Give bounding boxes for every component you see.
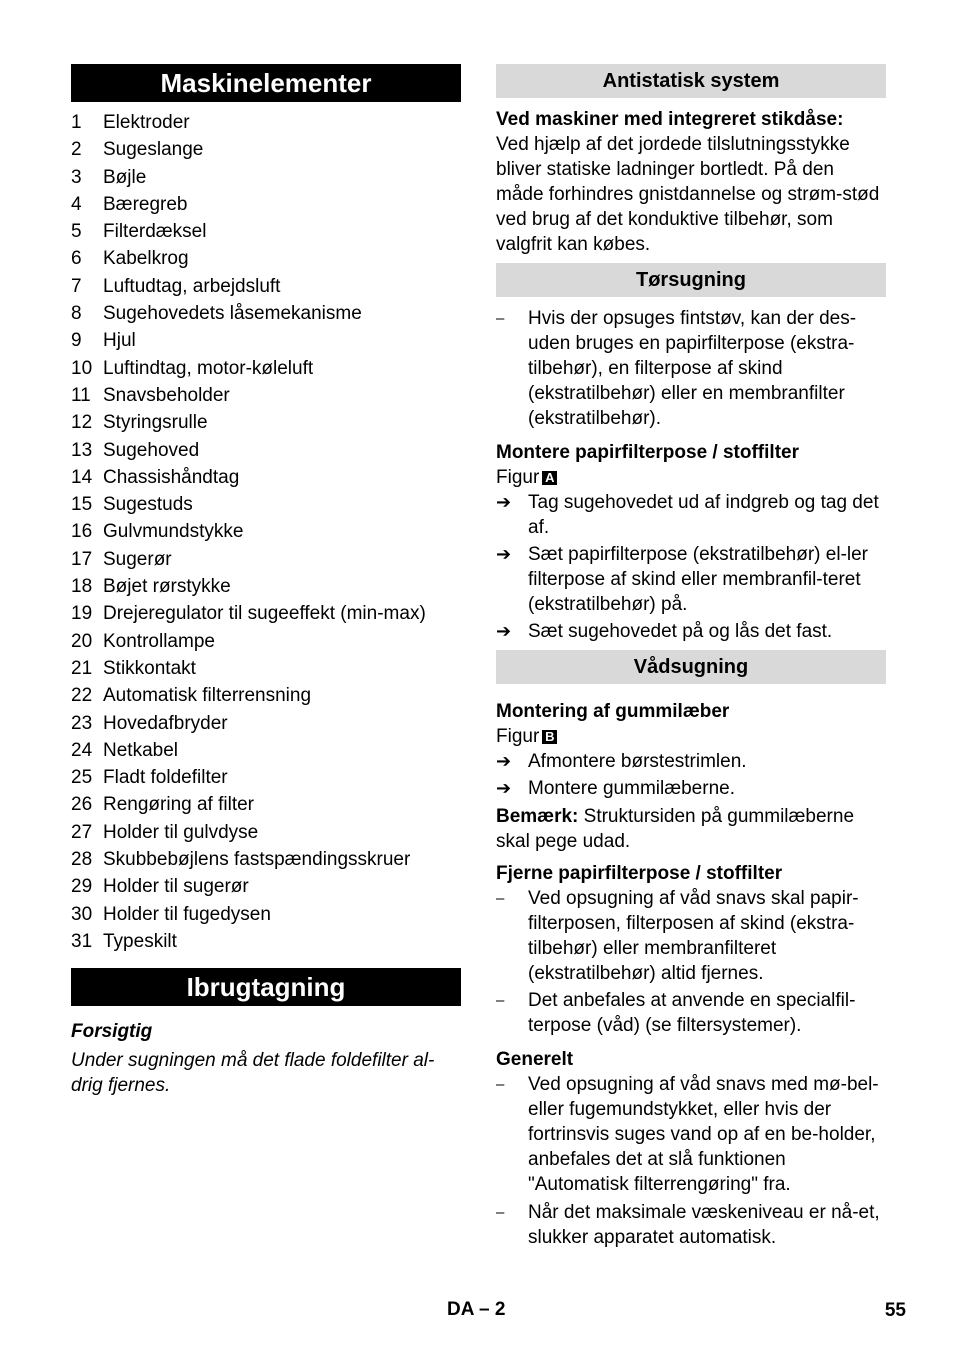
item-number: 9: [71, 330, 82, 352]
item-label: Sugestuds: [103, 494, 193, 516]
dry-dash-item: [496, 306, 886, 431]
list-item: [71, 164, 461, 191]
item-text: Det anbefales at anvende en specialfil-terpose (våd) (se filtersystemer).: [528, 990, 856, 1036]
item-label: Automatisk filterrensning: [103, 685, 312, 707]
item-label: Stikkontakt: [103, 657, 196, 679]
wet-subheading-general: Generelt: [496, 1049, 574, 1070]
figure-label: Figur: [496, 467, 540, 488]
figure-badge-a: A: [542, 471, 557, 485]
list-item: [71, 901, 461, 928]
item-number: 13: [71, 439, 93, 461]
note-text: Struktursiden på gummilæberne skal pege udad.: [496, 806, 855, 852]
footer-page-number: 55: [884, 1300, 906, 1321]
list-item: [71, 928, 461, 955]
item-number: 5: [71, 221, 82, 243]
item-number: 19: [71, 603, 93, 625]
list-item: [71, 136, 461, 163]
antistatic-lead: Ved maskiner med integreret stikdåse:: [496, 109, 844, 130]
footer-section-label: DA – 2: [447, 1299, 506, 1320]
item-label: Holder til gulvdyse: [103, 821, 259, 843]
item-label: Gulvmundstykke: [103, 521, 244, 543]
arrow-icon: ➔: [496, 751, 512, 771]
item-label: Sugerør: [103, 548, 172, 570]
item-number: 11: [71, 384, 91, 406]
wet-dashes-general: [496, 1072, 886, 1250]
list-item: [71, 819, 461, 846]
item-number: 29: [71, 876, 93, 898]
dash-item: [496, 1200, 886, 1250]
list-item: [71, 518, 461, 545]
step-item: [496, 776, 886, 801]
item-label: Snavsbeholder: [103, 384, 230, 406]
list-item: [71, 245, 461, 272]
item-label: Typeskilt: [103, 930, 177, 952]
item-label: Kontrollampe: [103, 630, 215, 652]
list-item: [71, 682, 461, 709]
item-label: Luftindtag, motor-køleluft: [103, 357, 314, 379]
item-number: 25: [71, 767, 93, 789]
list-item: [71, 327, 461, 354]
list-item: [71, 546, 461, 573]
item-label: Sugehoved: [103, 439, 200, 461]
item-number: 12: [71, 412, 93, 434]
dash-marker: –: [496, 890, 505, 907]
item-number: 14: [71, 466, 93, 488]
list-item: [71, 710, 461, 737]
item-text: Når det maksimale væskeniveau er nå-et, slukker apparatet automatisk.: [528, 1202, 880, 1248]
item-label: Hovedafbryder: [103, 712, 228, 734]
item-number: 1: [71, 112, 82, 133]
section-heading-wet-vacuuming: Vådsugning: [496, 650, 886, 684]
dash-item: [496, 886, 886, 986]
item-number: 6: [71, 248, 82, 270]
dry-dash-text: Hvis der opsuges fintstøv, kan der des-uden bruges en papirfilterpose (ekstra-tilbehør), en filterpose af skind (ekstratilbehør) eller en membranfilter (ekstratilbehør).: [528, 308, 857, 429]
dash-marker: –: [496, 992, 505, 1009]
item-text: Tag sugehovedet ud af indgreb og tag det af.: [528, 492, 879, 538]
list-item: [71, 191, 461, 218]
figure-label: Figur: [496, 726, 540, 747]
item-label: Bøjet rørstykke: [103, 576, 231, 598]
right-column: [496, 64, 886, 1250]
list-item: [71, 737, 461, 764]
list-item: [71, 791, 461, 818]
item-number: 30: [71, 903, 93, 925]
item-number: 2: [71, 139, 82, 161]
item-text: Sæt sugehovedet på og lås det fast.: [528, 621, 833, 642]
arrow-icon: ➔: [496, 492, 512, 512]
list-item: [71, 355, 461, 382]
caution-text: Under sugningen må det flade foldefilter al-drig fjernes.: [71, 1050, 435, 1097]
item-label: Luftudtag, arbejdsluft: [103, 275, 281, 297]
item-number: 23: [71, 712, 93, 734]
list-item: [71, 409, 461, 436]
item-number: 15: [71, 494, 93, 516]
item-text: Sæt papirfilterpose (ekstratilbehør) el-ler filterpose af skind eller membranfil-teret (ekstratilbehør) på.: [528, 544, 869, 615]
item-number: 4: [71, 193, 82, 215]
item-label: Drejeregulator til sugeeffekt (min-max): [103, 603, 426, 625]
figure-ref-a: [496, 465, 886, 490]
wet-subheading-remove-filter: Fjerne papirfilterpose / stoffilter: [496, 863, 783, 884]
item-number: 24: [71, 739, 93, 761]
arrow-icon: ➔: [496, 778, 512, 798]
item-label: Filterdæksel: [103, 221, 207, 243]
step-item: [496, 542, 886, 617]
list-item: [71, 300, 461, 327]
list-item: [71, 655, 461, 682]
parts-list: [71, 109, 461, 955]
item-label: Holder til sugerør: [103, 876, 249, 898]
left-column: [71, 64, 461, 1098]
note-label: Bemærk:: [496, 806, 579, 827]
figure-badge-b: B: [542, 730, 557, 744]
dash-marker: –: [496, 1076, 505, 1093]
list-item: [71, 464, 461, 491]
item-number: 27: [71, 821, 93, 843]
item-number: 22: [71, 685, 93, 707]
item-number: 16: [71, 521, 93, 543]
list-item: [71, 218, 461, 245]
item-label: Rengøring af filter: [103, 794, 255, 816]
note: [496, 804, 886, 854]
dash-marker: –: [496, 1204, 505, 1221]
item-number: 20: [71, 630, 93, 652]
item-label: Bøjle: [103, 166, 147, 188]
list-item: [71, 764, 461, 791]
item-label: Holder til fugedysen: [103, 903, 271, 925]
item-label: Sugeslange: [103, 139, 204, 161]
section-heading-dry-vacuuming: Tørsugning: [496, 263, 886, 297]
step-item: [496, 749, 886, 774]
item-number: 3: [71, 166, 82, 188]
caution-title: Forsigtig: [71, 1021, 153, 1043]
dry-subheading: Montere papirfilterpose / stoffilter: [496, 442, 799, 463]
arrow-icon: ➔: [496, 544, 512, 564]
item-number: 7: [71, 275, 82, 297]
item-number: 31: [71, 930, 93, 952]
list-item: [71, 437, 461, 464]
list-item: [71, 873, 461, 900]
dash-item: [496, 988, 886, 1038]
list-item: [71, 109, 461, 136]
item-text: Afmontere børstestrimlen.: [528, 751, 747, 772]
item-label: Hjul: [103, 330, 136, 352]
item-label: Bæregreb: [103, 193, 188, 215]
item-number: 8: [71, 303, 82, 325]
item-text: Ved opsugning af våd snavs skal papir-filterposen, filterposen af skind (ekstra-tilbehør) eller membranfilteret (ekstratilbehør) altid fjernes.: [528, 888, 859, 984]
step-item: [496, 490, 886, 540]
list-item: [71, 628, 461, 655]
item-label: Elektroder: [103, 112, 190, 133]
list-item: [71, 600, 461, 627]
item-number: 10: [71, 357, 93, 379]
list-item: [71, 573, 461, 600]
item-label: Kabelkrog: [103, 248, 189, 270]
item-number: 17: [71, 548, 93, 570]
item-number: 21: [71, 657, 93, 679]
item-number: 26: [71, 794, 93, 816]
item-label: Chassishåndtag: [103, 466, 240, 488]
wet-steps: [496, 749, 886, 801]
item-number: 28: [71, 849, 93, 871]
dry-steps: [496, 490, 886, 644]
item-text: Montere gummilæberne.: [528, 778, 735, 799]
item-label: Netkabel: [103, 739, 178, 761]
section-heading-machine-elements: Maskinelementer: [71, 64, 461, 102]
dash-item: [496, 1072, 886, 1197]
list-item: [71, 273, 461, 300]
list-item: [71, 491, 461, 518]
antistatic-text: Ved hjælp af det jordede tilslutningsstykke bliver statiske ladninger bortledt. På den måde forhindres gnistdannelse og strøm-stød ved brug af det konduktive tilbehør, som valgfrit kan købes.: [496, 134, 880, 255]
item-label: Skubbebøjlens fastspændingsskruer: [103, 849, 411, 871]
item-number: 18: [71, 576, 93, 598]
list-item: [71, 846, 461, 873]
wet-dashes-remove-filter: [496, 886, 886, 1038]
figure-ref-b: [496, 724, 886, 749]
list-item: [71, 382, 461, 409]
section-heading-antistatic: Antistatisk system: [496, 64, 886, 98]
arrow-icon: ➔: [496, 621, 512, 641]
step-item: [496, 619, 886, 644]
dash-marker: –: [496, 310, 505, 327]
item-label: Sugehovedets låsemekanisme: [103, 303, 362, 325]
section-heading-start-up: Ibrugtagning: [71, 968, 461, 1006]
item-label: Styringsrulle: [103, 412, 208, 434]
wet-subheading-rubber-lips: Montering af gummilæber: [496, 701, 730, 722]
item-label: Fladt foldefilter: [103, 767, 228, 789]
item-text: Ved opsugning af våd snavs med mø-bel- eller fugemundstykket, eller hvis der fortrinsvis suges vand op af en be-holder, anbefales det at slå funktionen "Automatisk filterrengøring" fra.: [528, 1074, 879, 1195]
